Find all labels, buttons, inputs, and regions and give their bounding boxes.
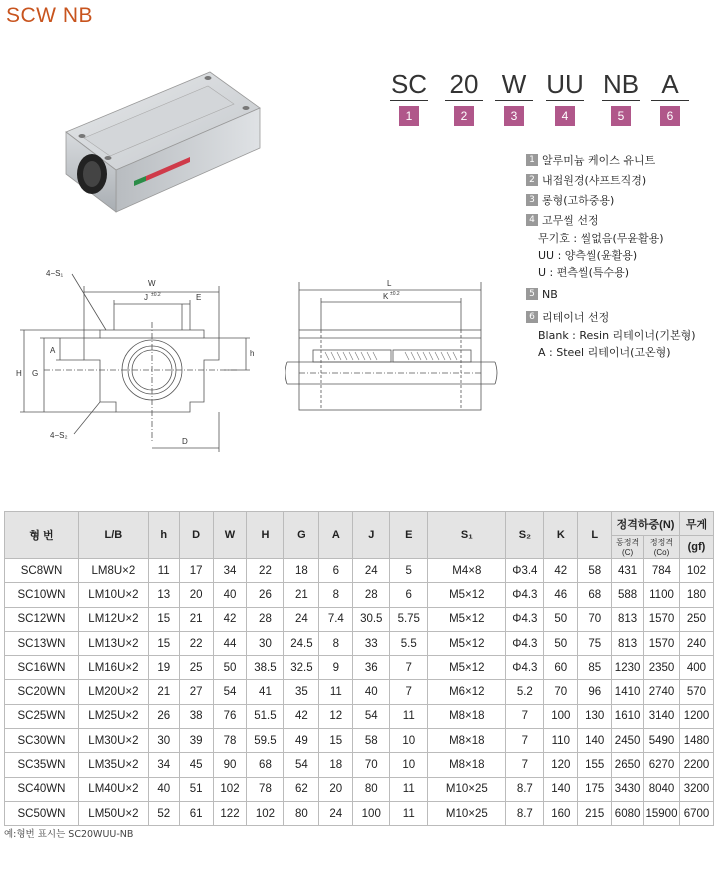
- table-cell: 36: [353, 656, 390, 680]
- table-cell: SC13WN: [5, 631, 79, 655]
- table-cell: 59.5: [247, 729, 284, 753]
- table-cell: SC35WN: [5, 753, 79, 777]
- code-number-badge: 5: [611, 106, 631, 126]
- legend-item-5: [526, 284, 714, 304]
- table-cell: 8.7: [506, 801, 544, 825]
- table-cell: 68: [578, 583, 612, 607]
- legend-sub-item: 무기호 : 씰없음(무윤활용): [538, 232, 664, 245]
- code-segment-3: [491, 70, 537, 126]
- table-cell: 42: [544, 559, 578, 583]
- table-cell: 38.5: [247, 656, 284, 680]
- table-cell: 50: [213, 656, 247, 680]
- table-cell: LM16U×2: [78, 656, 148, 680]
- label-d: D: [182, 437, 188, 446]
- table-cell: 24: [353, 559, 390, 583]
- label-w: W: [148, 279, 156, 288]
- table-cell: 21: [148, 680, 179, 704]
- legend-badge: 1: [526, 154, 538, 166]
- table-cell: 62: [284, 777, 319, 801]
- table-cell: 11: [390, 704, 428, 728]
- legend-item-4: [526, 210, 714, 230]
- table-cell: 570: [679, 680, 713, 704]
- table-cell: 96: [578, 680, 612, 704]
- table-row: [5, 656, 714, 680]
- table-cell: 784: [644, 559, 680, 583]
- table-cell: 11: [390, 777, 428, 801]
- table-cell: M10×25: [428, 777, 506, 801]
- table-cell: 5.2: [506, 680, 544, 704]
- table-cell: Φ4.3: [506, 583, 544, 607]
- table-row: [5, 631, 714, 655]
- table-cell: 24.5: [284, 631, 319, 655]
- table-cell: 2450: [612, 729, 644, 753]
- table-cell: 813: [612, 631, 644, 655]
- code-number-badge: 6: [660, 106, 680, 126]
- table-cell: LM10U×2: [78, 583, 148, 607]
- table-row: [5, 801, 714, 825]
- table-cell: 6700: [679, 801, 713, 825]
- table-cell: M10×25: [428, 801, 506, 825]
- table-cell: M4×8: [428, 559, 506, 583]
- table-cell: 44: [213, 631, 247, 655]
- legend-label: 내접원경(샤프트직경): [542, 174, 647, 187]
- table-cell: 20: [179, 583, 213, 607]
- table-row: [5, 704, 714, 728]
- code-text: SC: [390, 69, 428, 99]
- table-cell: 54: [213, 680, 247, 704]
- table-cell: 8: [319, 583, 353, 607]
- table-cell: 45: [179, 753, 213, 777]
- col-header: A: [319, 512, 353, 559]
- table-row: [5, 607, 714, 631]
- table-cell: 28: [353, 583, 390, 607]
- table-cell: 18: [319, 753, 353, 777]
- table-cell: 35: [284, 680, 319, 704]
- table-cell: 41: [247, 680, 284, 704]
- table-cell: 27: [179, 680, 213, 704]
- part-code: [386, 70, 696, 130]
- legend-badge: 2: [526, 174, 538, 186]
- table-row: [5, 680, 714, 704]
- table-cell: LM12U×2: [78, 607, 148, 631]
- table-cell: SC12WN: [5, 607, 79, 631]
- table-cell: 18: [284, 559, 319, 583]
- table-cell: 22: [179, 631, 213, 655]
- col-header: S₂: [506, 512, 544, 559]
- table-cell: 1100: [644, 583, 680, 607]
- table-row: [5, 753, 714, 777]
- table-cell: 24: [284, 607, 319, 631]
- table-cell: 140: [578, 729, 612, 753]
- table-cell: 110: [544, 729, 578, 753]
- table-row: [5, 559, 714, 583]
- table-cell: 10: [390, 753, 428, 777]
- table-cell: 13: [148, 583, 179, 607]
- code-segment-2: [441, 70, 487, 126]
- code-segment-6: [647, 70, 693, 126]
- table-cell: 85: [578, 656, 612, 680]
- table-cell: 11: [148, 559, 179, 583]
- table-cell: 102: [679, 559, 713, 583]
- table-cell: LM40U×2: [78, 777, 148, 801]
- code-text: A: [661, 69, 679, 99]
- table-cell: 250: [679, 607, 713, 631]
- table-cell: M5×12: [428, 656, 506, 680]
- table-cell: 1570: [644, 607, 680, 631]
- label-h: H: [16, 369, 22, 378]
- table-cell: 1480: [679, 729, 713, 753]
- label-e: E: [196, 293, 202, 302]
- table-cell: 40: [353, 680, 390, 704]
- table-cell: 75: [578, 631, 612, 655]
- table-cell: Φ4.3: [506, 631, 544, 655]
- page-title: SCW NB: [6, 4, 93, 27]
- legend-label: 리테이너 선정: [542, 311, 610, 324]
- table-cell: Φ4.3: [506, 607, 544, 631]
- table-cell: 5.5: [390, 631, 428, 655]
- legend-badge: 5: [526, 288, 538, 300]
- side-view-drawing: [285, 272, 505, 422]
- table-cell: 122: [213, 801, 247, 825]
- table-cell: 34: [213, 559, 247, 583]
- table-cell: LM30U×2: [78, 729, 148, 753]
- code-text: UU: [546, 69, 584, 99]
- footnote: 예:형번 표시는 SC20WUU-NB: [4, 829, 134, 840]
- table-cell: 5: [390, 559, 428, 583]
- code-text: W: [501, 69, 527, 99]
- table-cell: 52: [148, 801, 179, 825]
- table-cell: 180: [679, 583, 713, 607]
- end-view-drawing: [14, 262, 264, 462]
- table-cell: 8040: [644, 777, 680, 801]
- table-cell: 21: [179, 607, 213, 631]
- table-cell: 30: [247, 631, 284, 655]
- table-cell: 30: [148, 729, 179, 753]
- product-photo: [60, 66, 270, 226]
- table-cell: 34: [148, 753, 179, 777]
- legend-sub-item: A : Steel 리테이너(고온형): [538, 346, 671, 359]
- table-cell: 160: [544, 801, 578, 825]
- table-cell: 1570: [644, 631, 680, 655]
- table-cell: 102: [213, 777, 247, 801]
- table-cell: 51: [179, 777, 213, 801]
- table-cell: 120: [544, 753, 578, 777]
- table-cell: 19: [148, 656, 179, 680]
- table-cell: 240: [679, 631, 713, 655]
- col-header: h: [148, 512, 179, 559]
- col-header: W: [213, 512, 247, 559]
- table-cell: 1230: [612, 656, 644, 680]
- table-cell: 11: [390, 801, 428, 825]
- table-cell: 61: [179, 801, 213, 825]
- table-cell: SC40WN: [5, 777, 79, 801]
- table-cell: 15: [319, 729, 353, 753]
- col-header: S₁: [428, 512, 506, 559]
- table-cell: 50: [544, 631, 578, 655]
- col-header: G: [284, 512, 319, 559]
- col-header: E: [390, 512, 428, 559]
- table-cell: 22: [247, 559, 284, 583]
- code-text: 20: [449, 69, 479, 99]
- table-cell: M8×18: [428, 753, 506, 777]
- load-sub-header: 동정격(C): [612, 536, 644, 559]
- col-header: D: [179, 512, 213, 559]
- label-a: A: [50, 346, 56, 355]
- table-cell: 175: [578, 777, 612, 801]
- col-header: H: [247, 512, 284, 559]
- legend-label: 고무씰 선정: [542, 214, 599, 227]
- table-cell: M5×12: [428, 631, 506, 655]
- table-cell: 70: [353, 753, 390, 777]
- col-header: 형 번: [5, 512, 79, 559]
- table-cell: SC25WN: [5, 704, 79, 728]
- spec-table: [4, 511, 714, 826]
- table-cell: M8×18: [428, 704, 506, 728]
- table-cell: M8×18: [428, 729, 506, 753]
- table-cell: SC30WN: [5, 729, 79, 753]
- table-cell: 5.75: [390, 607, 428, 631]
- table-cell: 2740: [644, 680, 680, 704]
- table-cell: M5×12: [428, 607, 506, 631]
- table-cell: 400: [679, 656, 713, 680]
- table-cell: 70: [544, 680, 578, 704]
- table-cell: 42: [284, 704, 319, 728]
- legend-label: 롱형(고하중용): [542, 194, 615, 207]
- table-cell: 40: [213, 583, 247, 607]
- table-cell: 1410: [612, 680, 644, 704]
- table-cell: 58: [578, 559, 612, 583]
- table-cell: 7.4: [319, 607, 353, 631]
- table-cell: 6: [390, 583, 428, 607]
- table-row: [5, 583, 714, 607]
- table-row: [5, 777, 714, 801]
- table-cell: 15: [148, 607, 179, 631]
- table-cell: 32.5: [284, 656, 319, 680]
- table-row: [5, 729, 714, 753]
- legend-sub-item: Blank : Resin 리테이너(기본형): [538, 329, 696, 342]
- table-cell: SC20WN: [5, 680, 79, 704]
- table-cell: 40: [148, 777, 179, 801]
- table-cell: 54: [284, 753, 319, 777]
- col-header: K: [544, 512, 578, 559]
- label-s2: 4−S₂: [50, 431, 68, 440]
- table-cell: LM20U×2: [78, 680, 148, 704]
- table-cell: 60: [544, 656, 578, 680]
- table-cell: 7: [506, 704, 544, 728]
- table-cell: M5×12: [428, 583, 506, 607]
- legend-item-2: [526, 170, 714, 190]
- table-cell: 140: [544, 777, 578, 801]
- col-header: J: [353, 512, 390, 559]
- table-cell: 7: [390, 680, 428, 704]
- code-segment-4: [542, 70, 588, 126]
- table-cell: 15900: [644, 801, 680, 825]
- table-cell: 100: [544, 704, 578, 728]
- table-cell: 54: [353, 704, 390, 728]
- legend-badge: 3: [526, 194, 538, 206]
- table-cell: 30.5: [353, 607, 390, 631]
- label-k-tol: ±0.2: [390, 291, 400, 297]
- table-cell: 80: [284, 801, 319, 825]
- code-number-badge: 1: [399, 106, 419, 126]
- table-cell: 51.5: [247, 704, 284, 728]
- legend-item-6: [526, 307, 714, 327]
- table-cell: 1200: [679, 704, 713, 728]
- table-cell: 78: [213, 729, 247, 753]
- col-header: L: [578, 512, 612, 559]
- table-cell: SC10WN: [5, 583, 79, 607]
- table-cell: 38: [179, 704, 213, 728]
- table-cell: 9: [319, 656, 353, 680]
- table-cell: SC50WN: [5, 801, 79, 825]
- table-cell: 70: [578, 607, 612, 631]
- table-cell: 3430: [612, 777, 644, 801]
- table-cell: 8.7: [506, 777, 544, 801]
- label-s1: 4−S₁: [46, 269, 64, 278]
- table-cell: 24: [319, 801, 353, 825]
- table-cell: 46: [544, 583, 578, 607]
- table-cell: 3200: [679, 777, 713, 801]
- table-cell: 11: [319, 680, 353, 704]
- code-segment-1: [386, 70, 432, 126]
- label-g: G: [32, 369, 39, 378]
- table-cell: 102: [247, 801, 284, 825]
- label-j: J: [144, 293, 148, 302]
- table-cell: 6270: [644, 753, 680, 777]
- table-cell: 2200: [679, 753, 713, 777]
- table-cell: 20: [319, 777, 353, 801]
- table-cell: LM50U×2: [78, 801, 148, 825]
- table-cell: 78: [247, 777, 284, 801]
- table-cell: 2650: [612, 753, 644, 777]
- table-cell: 7: [506, 729, 544, 753]
- legend-sub-item: U : 편측씰(특수용): [538, 266, 630, 279]
- table-cell: LM8U×2: [78, 559, 148, 583]
- table-cell: 68: [247, 753, 284, 777]
- weight-unit: (gf): [679, 536, 713, 559]
- table-cell: 33: [353, 631, 390, 655]
- table-cell: 25: [179, 656, 213, 680]
- legend-label: 알루미늄 케이스 유니트: [542, 154, 656, 167]
- label-k: K: [383, 292, 389, 301]
- code-text: NB: [602, 69, 640, 99]
- table-cell: 7: [506, 753, 544, 777]
- table-cell: 17: [179, 559, 213, 583]
- table-cell: 7: [390, 656, 428, 680]
- table-cell: 100: [353, 801, 390, 825]
- load-header: 정격하중(N): [612, 512, 680, 536]
- table-cell: 2350: [644, 656, 680, 680]
- code-number-badge: 4: [555, 106, 575, 126]
- weight-header: 무게: [679, 512, 713, 536]
- legend-sub-item: UU : 양측씰(윤활용): [538, 249, 638, 262]
- table-cell: 42: [213, 607, 247, 631]
- table-cell: LM13U×2: [78, 631, 148, 655]
- table-cell: 39: [179, 729, 213, 753]
- table-cell: 6: [319, 559, 353, 583]
- table-cell: LM35U×2: [78, 753, 148, 777]
- table-cell: Φ3.4: [506, 559, 544, 583]
- legend-item-3: [526, 190, 714, 210]
- table-cell: 76: [213, 704, 247, 728]
- table-cell: 6080: [612, 801, 644, 825]
- code-number-badge: 2: [454, 106, 474, 126]
- table-cell: 28: [247, 607, 284, 631]
- table-cell: 431: [612, 559, 644, 583]
- table-cell: 26: [148, 704, 179, 728]
- table-cell: 8: [319, 631, 353, 655]
- table-cell: 58: [353, 729, 390, 753]
- legend-badge: 4: [526, 214, 538, 226]
- label-j-tol: ±0.2: [151, 292, 161, 298]
- col-header: L/B: [78, 512, 148, 559]
- legend-label: NB: [542, 287, 558, 301]
- table-cell: 5490: [644, 729, 680, 753]
- table-cell: 49: [284, 729, 319, 753]
- code-legend: [526, 150, 714, 361]
- code-number-badge: 3: [504, 106, 524, 126]
- table-cell: 50: [544, 607, 578, 631]
- table-cell: LM25U×2: [78, 704, 148, 728]
- table-cell: Φ4.3: [506, 656, 544, 680]
- table-cell: 90: [213, 753, 247, 777]
- code-segment-5: [598, 70, 644, 126]
- table-cell: 15: [148, 631, 179, 655]
- legend-item-1: [526, 150, 714, 170]
- table-cell: 80: [353, 777, 390, 801]
- table-cell: 10: [390, 729, 428, 753]
- table-cell: 215: [578, 801, 612, 825]
- table-cell: 155: [578, 753, 612, 777]
- table-cell: 1610: [612, 704, 644, 728]
- table-cell: SC16WN: [5, 656, 79, 680]
- table-cell: 588: [612, 583, 644, 607]
- table-cell: 3140: [644, 704, 680, 728]
- table-cell: 21: [284, 583, 319, 607]
- label-small-h: h: [250, 349, 255, 358]
- table-cell: 26: [247, 583, 284, 607]
- table-cell: 12: [319, 704, 353, 728]
- label-l: L: [387, 279, 392, 288]
- table-cell: 813: [612, 607, 644, 631]
- load-sub-header: 정정격(Co): [644, 536, 680, 559]
- legend-badge: 6: [526, 311, 538, 323]
- table-cell: M6×12: [428, 680, 506, 704]
- table-cell: 130: [578, 704, 612, 728]
- table-cell: SC8WN: [5, 559, 79, 583]
